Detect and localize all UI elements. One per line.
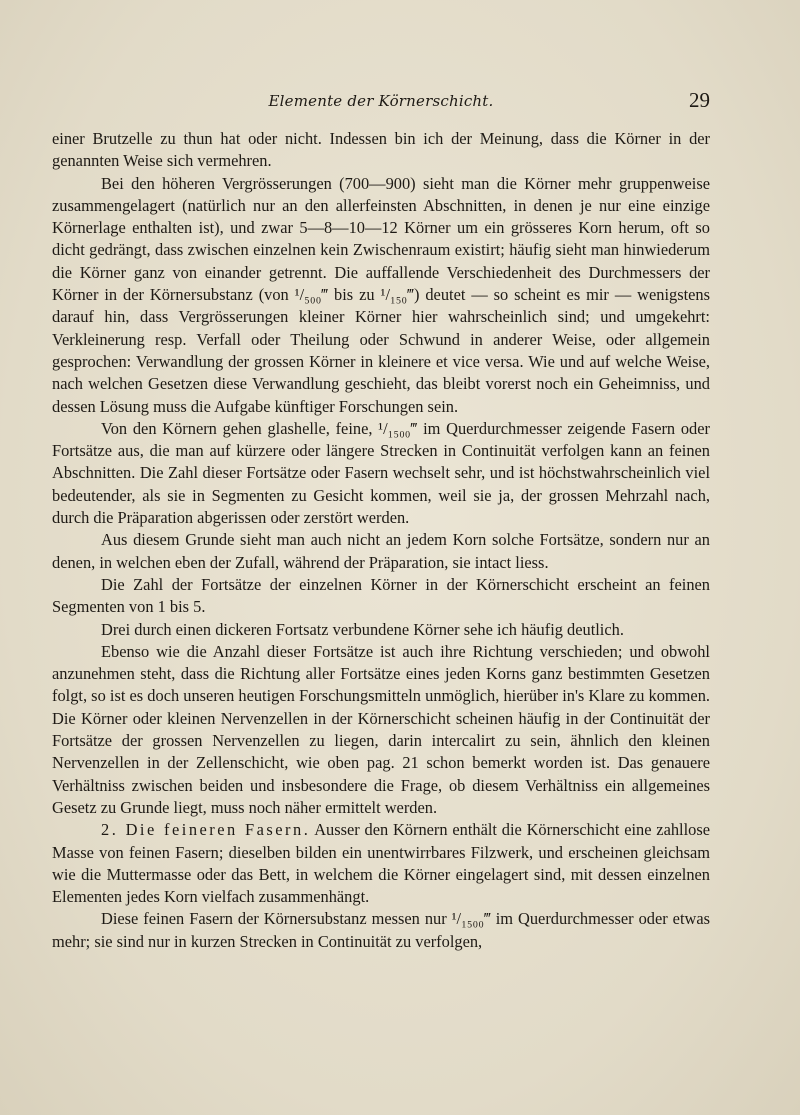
page-header xyxy=(52,88,710,122)
paragraph: Aus diesem Grunde sieht man auch nicht an jedem Korn solche Fortsätze, sondern nur an denen, in welchen eben der Zufall, während der Präparation, sie intact liess. xyxy=(52,530,710,572)
paragraph: einer Brutzelle zu thun hat oder nicht. Indessen bin ich der Meinung, dass die Körner in der genannten Weise sich vermehren. xyxy=(52,129,710,171)
paragraph-section-2 xyxy=(52,819,710,908)
paragraph: Die Zahl der Fortsätze der einzelnen Körner in der Körnerschicht erscheint an feinen Segmenten von 1 bis 5. xyxy=(52,574,710,617)
paragraph: Bei den höheren Vergrösserungen (700—900) sieht man die Körner mehr gruppenweise zusammengelagert (natürlich nur an den allerfeinsten Abschnitten, in denen je nur eine einzige Körnerlage enthalten ist), und zwar 5—8—10—12 Körner um ein grösseres Korn herum, oft so dicht gedrängt, dass zwischen einzelnen kein Zwischenraum existirt; häufig sieht man hinwiederum die Körner ganz von einander getrennt. Die auffallende Verschiedenheit des Durchmessers der Körner in der Körnersubstanz (von ¹/₅₀₀‴ bis zu ¹/₁₅₀‴) deutet — so scheint es mir — wenigstens darauf hin, dass Vergrösserungen kleiner Körner hier wahrscheinlich sind; und umgekehrt: Verkleinerung resp. Verfall oder Theilung oder Schwund in anderer Weise, oder allgemein gesprochen: Verwandlung der grossen Körner in kleinere et vice versa. Wie und auf welche Weise, nach welchen Gesetzen diese Verwandlung geschieht, das bleibt vorerst noch ein Geheimniss, und dessen Lösung muss die Aufgabe künftiger Forschungen sein. xyxy=(52,173,710,416)
paragraph: Ebenso wie die Anzahl dieser Fortsätze ist auch ihre Richtung verschieden; und obwohl anzunehmen steht, dass die Richtung aller Fortsätze eines jeden Korns ganz bestimmten Gesetzen folgt, so ist es doch unseren heutigen Forschungsmitteln unmöglich, hierüber in's Klare zu kommen. Die Körner oder kleinen Nervenzellen in der Körnerschicht scheinen häufig in der Continuität der Fortsätze der grossen Nervenzellen zu liegen, darin intercalirt zu sein, ähnlich den kleinen Nervenzellen in der Zellenschicht, wie oben pag. 21 schon bemerkt worden ist. Das genauere Verhältniss zwischen beiden und insbesondere die Frage, ob diesem Verhältniss ein allgemeines Gesetz zu Grunde liegt, muss noch näher ermittelt werden. xyxy=(52,641,710,817)
paragraph: Von den Körnern gehen glashelle, feine, ¹/₁₅₀₀‴ im Querdurchmesser zeigende Fasern oder Fortsätze aus, die man auf kürzere oder längere Strecken in Continuität verfolgen kann an feinen Abschnitten. Die Zahl dieser Fortsätze oder Fasern wechselt sehr, und ist höchstwahrscheinlich viel bedeutender, als sie in Segmenten zu Gesicht kommen, weil sie ja, der grossen Mehrzahl nach, durch die Präparation abgerissen oder zerstört werden. xyxy=(52,418,710,528)
page-number: 29 xyxy=(689,88,710,112)
section-heading: 2. Die feineren Fasern. xyxy=(101,820,311,840)
paragraph: Diese feinen Fasern der Körnersubstanz messen nur ¹/₁₅₀₀‴ im Querdurchmesser oder etwas mehr; sie sind nur in kurzen Strecken in Continuität zu verfolgen, xyxy=(52,909,710,951)
body-text xyxy=(52,128,710,953)
paragraph: Drei durch einen dickeren Fortsatz verbundene Körner sehe ich häufig deutlich. xyxy=(101,619,624,639)
running-title: Elemente der Körnerschicht. xyxy=(268,92,494,110)
section-text: Ausser den Körnern enthält die Körnerschicht eine zahllose Masse von feinen Fasern; dieselben bilden ein unentwirrbares Filzwerk, und erscheinen gleichsam wie die Muttermasse oder das Bett, in welchem die Körner eingelagert sind, mit dessen einzelnen Elementen jedes Korn vielfach zusammenhängt. xyxy=(52,820,710,907)
